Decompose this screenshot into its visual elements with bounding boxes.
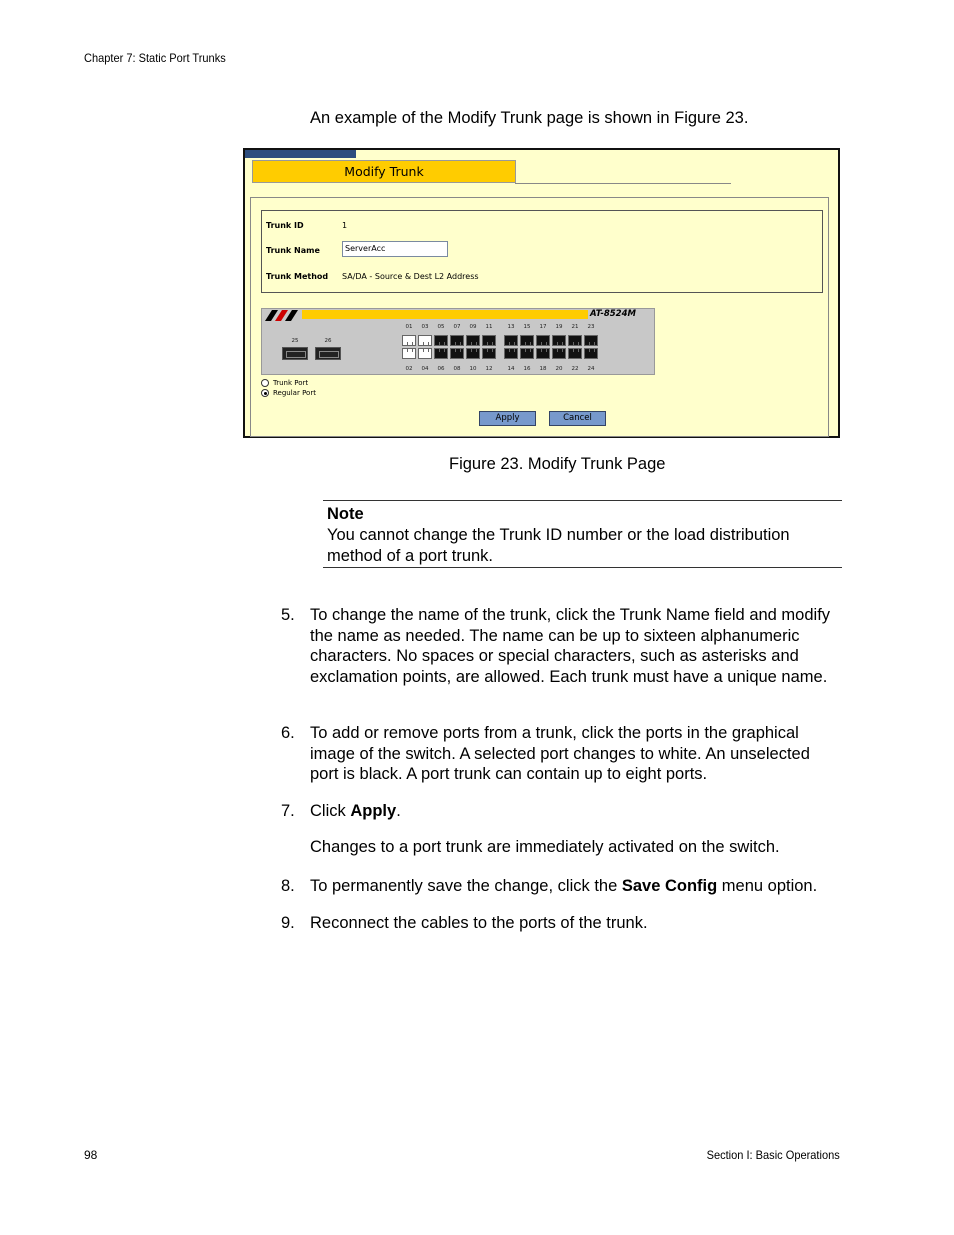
port-08[interactable] — [450, 348, 464, 359]
save-config-bold-text: Save Config — [621, 877, 718, 895]
port-number-label: 18 — [539, 366, 547, 372]
port-11[interactable] — [482, 335, 496, 346]
port-number-label: 11 — [485, 324, 493, 330]
port-number-label: 09 — [469, 324, 477, 330]
port-15[interactable] — [520, 335, 534, 346]
port-number-label: 10 — [469, 366, 477, 372]
port-number-label: 12 — [485, 366, 493, 372]
step-text-post: . — [396, 802, 401, 820]
port-17[interactable] — [536, 335, 550, 346]
regular-port-label: Regular Port — [273, 389, 316, 397]
port-number-label: 04 — [421, 366, 429, 372]
port-01[interactable] — [402, 335, 416, 346]
port-19[interactable] — [552, 335, 566, 346]
port-12[interactable] — [482, 348, 496, 359]
port-number-label: 03 — [421, 324, 429, 330]
modify-trunk-figure — [243, 148, 840, 438]
trunk-form — [261, 210, 823, 293]
port-number-label: 23 — [587, 324, 595, 330]
port-number-label: 19 — [555, 324, 563, 330]
port-number-label: 17 — [539, 324, 547, 330]
trunk-port-radio-icon — [261, 379, 269, 387]
regular-port-radio-icon — [261, 389, 269, 397]
trunk-name-label: Trunk Name — [266, 246, 320, 255]
port-03[interactable] — [418, 335, 432, 346]
step-text: To change the name of the trunk, click the Trunk Name field and modify the name as needed. The name can be up to sixteen alphanumeric characters. No spaces or special characters, such as asterisks and exclamation points, are allowed. Each trunk must have a unique name. — [310, 606, 831, 686]
port-number-label: 15 — [523, 324, 531, 330]
trunk-name-input[interactable]: ServerAcc — [342, 241, 448, 257]
faceplate-stripe — [302, 310, 588, 319]
trunk-port-label: Trunk Port — [273, 379, 309, 387]
step-number: 9. — [281, 914, 295, 932]
uplink-port-26[interactable] — [315, 347, 341, 360]
step-number: 7. — [281, 802, 295, 820]
port-23[interactable] — [584, 335, 598, 346]
port-number-label: 21 — [571, 324, 579, 330]
section-footer: Section I: Basic Operations — [706, 1148, 840, 1162]
trunk-id-label: Trunk ID — [266, 221, 304, 230]
apply-button[interactable]: Apply — [479, 411, 536, 426]
port-22[interactable] — [568, 348, 582, 359]
port-number-label: 20 — [555, 366, 563, 372]
switch-faceplate — [261, 308, 655, 375]
port-20[interactable] — [552, 348, 566, 359]
step-number: 8. — [281, 877, 295, 895]
note-box — [323, 500, 842, 568]
port-07[interactable] — [450, 335, 464, 346]
port-number-label: 02 — [405, 366, 413, 372]
step-text — [310, 801, 841, 822]
port-13[interactable] — [504, 335, 518, 346]
note-text: You cannot change the Trunk ID number or the load distribution method of a port trunk. — [327, 526, 790, 565]
trunk-id-value: 1 — [342, 221, 348, 230]
port-09[interactable] — [466, 335, 480, 346]
intro-paragraph: An example of the Modify Trunk page is shown in Figure 23. — [310, 109, 749, 127]
step-text: Reconnect the cables to the ports of the trunk. — [310, 914, 648, 932]
step-text-post: menu option. — [717, 877, 818, 895]
port-21[interactable] — [568, 335, 582, 346]
step-number: 6. — [281, 724, 295, 742]
port-10[interactable] — [466, 348, 480, 359]
port-16[interactable] — [520, 348, 534, 359]
apply-bold-text: Apply — [350, 802, 397, 820]
tab-divider — [515, 183, 731, 184]
chapter-header: Chapter 7: Static Port Trunks — [84, 51, 226, 65]
port-number-label: 06 — [437, 366, 445, 372]
trunk-method-value: SA/DA - Source & Dest L2 Address — [342, 272, 479, 281]
tab-modify-trunk[interactable]: Modify Trunk — [252, 160, 516, 183]
port-number-label: 01 — [405, 324, 413, 330]
port-number-label: 08 — [453, 366, 461, 372]
port-number-label: 24 — [587, 366, 595, 372]
trunk-method-label: Trunk Method — [266, 272, 329, 281]
cancel-button[interactable]: Cancel — [549, 411, 606, 426]
port-number-label: 14 — [507, 366, 515, 372]
port-02[interactable] — [402, 348, 416, 359]
step-number: 5. — [281, 606, 295, 624]
legend-trunk-port — [261, 379, 308, 387]
switch-model: AT-8524M — [590, 309, 636, 319]
port-number-label: 07 — [453, 324, 461, 330]
uplink-port-25[interactable] — [282, 347, 308, 360]
port-number-label: 22 — [571, 366, 579, 372]
figure-caption: Figure 23. Modify Trunk Page — [449, 455, 666, 473]
note-title: Note — [327, 505, 364, 523]
step-text — [310, 876, 841, 897]
uplink-port-number: 25 — [291, 338, 299, 344]
page-number: 98 — [84, 1148, 98, 1162]
port-14[interactable] — [504, 348, 518, 359]
step-text-pre: To permanently save the change, click the — [310, 877, 622, 895]
port-24[interactable] — [584, 348, 598, 359]
port-04[interactable] — [418, 348, 432, 359]
allied-telesyn-logo-icon — [265, 310, 299, 321]
port-18[interactable] — [536, 348, 550, 359]
window-top-bar — [245, 150, 356, 158]
step-7-result: Changes to a port trunk are immediately activated on the switch. — [310, 838, 780, 856]
uplink-port-number: 26 — [324, 338, 332, 344]
port-number-label: 16 — [523, 366, 531, 372]
step-text: To add or remove ports from a trunk, click the ports in the graphical image of the switch. A selected port changes to white. An unselected port is black. A port trunk can contain up to eight ports. — [310, 724, 810, 783]
legend-regular-port — [261, 389, 316, 397]
port-number-label: 13 — [507, 324, 515, 330]
port-number-label: 05 — [437, 324, 445, 330]
content-panel — [250, 197, 829, 437]
step-text-pre: Click — [310, 802, 351, 820]
port-05[interactable] — [434, 335, 448, 346]
port-06[interactable] — [434, 348, 448, 359]
